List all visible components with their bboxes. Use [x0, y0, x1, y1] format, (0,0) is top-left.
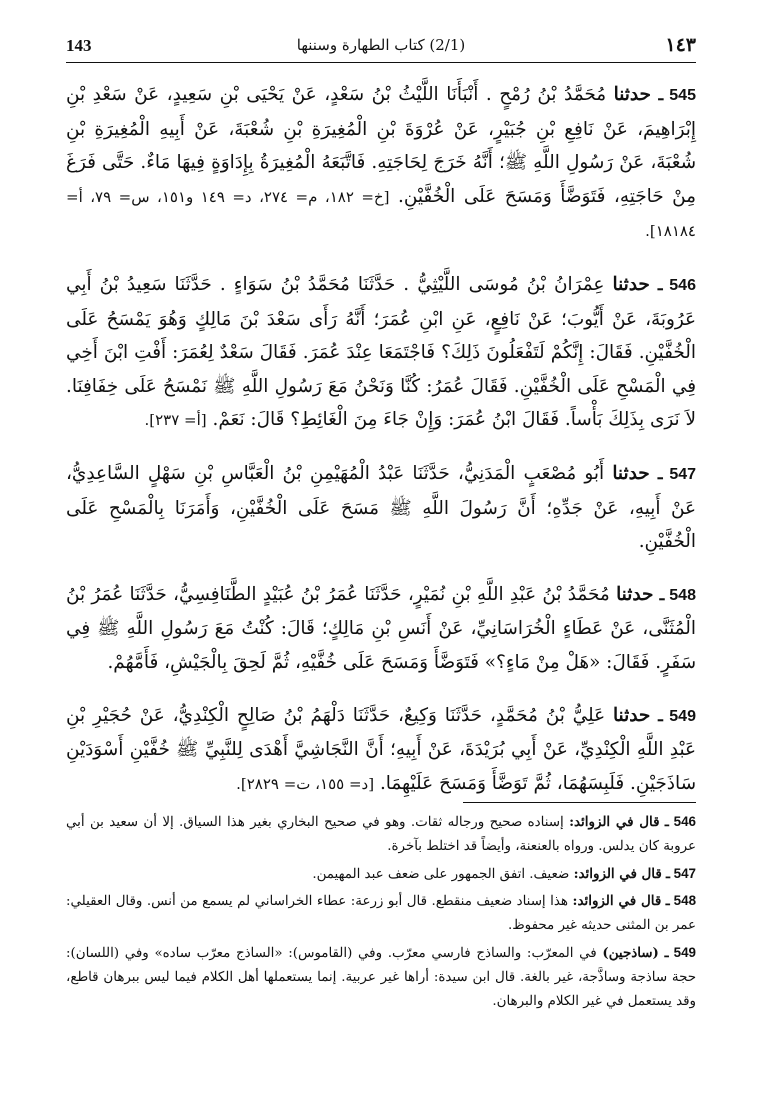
footnote-text: إسناده صحيح ورجاله ثقات. وهو في صحيح البخاري بغير هذا السياق. إلا أن سعيد بن أبي عروبة كان يدلس. ورواه بالعنعنة، وأيضاً قد اختلط بآخرة. [66, 815, 696, 854]
footnote-label: قال في الزوائد: [573, 865, 662, 882]
footnote-label: (ساذجين) [602, 944, 659, 961]
footnote-text: هذا إسناد ضعيف منقطع. قال أبو زرعة: عطاء الخراساني لم يسمع من أنس. وقال العقيلي: عمر بن المثنى حديثه غير محفوظ. [66, 894, 696, 934]
footnote-number: 548 ـ [665, 893, 697, 909]
hadith-lead: حدثنا [612, 462, 650, 484]
footnote-546 [66, 810, 696, 859]
hadith-number: 546 ـ [657, 276, 696, 294]
hadith-reference: [د= ١٥٥، ت= ٢٨٢٩]. [236, 774, 375, 793]
hadith-text: مُحَمَّدُ بْنُ رُمْحٍ . أَنْبَأَنَا اللَّيْثُ بْنُ سَعْدٍ، عَنْ يَحْيَى بْنِ سَعِيدٍ، عَنْ سَعْدِ بْنِ إِبْرَاهِيمَ، عَنْ نَافِعِ بْنِ جُبَيْرٍ، عَنْ عُرْوَةَ بْنِ الْمُغِيرَةِ بْنِ شُعْبَةَ، عَنْ أَبِيهِ الْمُغِيرَةِ بْنِ شُعْبَةَ، عَنْ رَسُولِ اللَّهِ ﷺ؛ أَنَّهُ خَرَجَ لِحَاجَتِهِ. فَاتَّبَعَهُ الْمُغِيرَةُ بِإِدَاوَةٍ فِيهَا مَاءٌ. حَتَّى فَرَغَ مِنْ حَاجَتِهِ، فَتَوَضَّأَ وَمَسَحَ عَلَى الْخُفَّيْنِ. [66, 84, 696, 207]
hadith-549 [66, 699, 696, 802]
footnote-text: ضعيف. اتفق الجمهور على ضعف عبد المهيمن. [312, 866, 570, 882]
hadith-text: عَلِيُّ بْنُ مُحَمَّدٍ، حَدَّثَنَا وَكِيعٌ، حَدَّثَنَا دَلْهَمُ بْنُ صَالِحٍ الْكِنْدِيُّ، عَنْ حُجَيْرِ بْنِ عَبْدِ اللَّهِ الْكِنْدِيِّ، عَنْ أَبِي بُرَيْدَةَ، عَنْ أَبِيهِ؛ أَنَّ النَّجَاشِيَّ أَهْدَى لِلنَّبِيِّ ﷺ خُفَّيْنِ أَسْوَدَيْنِ سَاذَجَيْنِ. فَلَبِسَهُمَا، ثُمَّ تَوَضَّأَ وَمَسَحَ عَلَيْهِمَا. [66, 704, 696, 794]
footnote-547 [66, 862, 696, 887]
hadith-text: أَبُو مُصْعَبٍ الْمَدَنِيُّ، حَدَّثَنَا عَبْدُ الْمُهَيْمِنِ بْنُ الْعَبَّاسِ بْنِ سَهْلٍ السَّاعِدِيُّ، عَنْ أَبِيهِ، عَنْ جَدِّهِ؛ أَنَّ رَسُولَ اللَّهِ ﷺ مَسَحَ عَلَى الْخُفَّيْنِ، وَأَمَرَنَا بِالْمَسْحِ عَلَى الْخُفَّيْنِ. [66, 462, 696, 553]
footnote-548 [66, 889, 696, 938]
hadith-548 [66, 578, 696, 680]
footnote-549 [66, 941, 696, 1013]
page-header [66, 28, 696, 63]
hadith-number: 547 ـ [657, 465, 697, 483]
hadith-547 [66, 457, 696, 559]
hadith-lead: حدثنا [613, 84, 651, 105]
hadith-reference: [أ= ٢٣٧]. [144, 411, 207, 430]
footnote-divider [463, 802, 696, 803]
hadith-546 [66, 268, 696, 438]
page-number-latin: 143 [66, 36, 92, 55]
hadith-number: 545 ـ [658, 87, 696, 104]
hadith-text: مُحَمَّدُ بْنُ عَبْدِ اللَّهِ بْنِ نُمَيْرٍ، حَدَّثَنَا عُمَرُ بْنُ عُبَيْدٍ الطَّنَافِسِيُّ، حَدَّثَنَا عُمَرُ بْنُ الْمُثَنَّى، عَنْ عَطَاءٍ الْخُرَاسَانِيِّ، عَنْ أَنَسِ بْنِ مَالِكٍ؛ قَالَ: كُنْتُ مَعَ رَسُولِ اللَّهِ ﷺ فِي سَفَرٍ. فَقَالَ: «هَلْ مِنْ مَاءٍ؟» فَتَوَضَّأَ وَمَسَحَ عَلَى خُفَّيْهِ، ثُمَّ لَحِقَ بِالْجَيْشِ، فَأَمَّهُمْ. [66, 583, 696, 673]
running-title: (2/1) كتاب الطهارة وسننها [296, 36, 466, 54]
footnote-label: قال في الزوائد: [569, 814, 660, 830]
hadith-lead: حدثنا [612, 704, 651, 726]
hadith-lead: حدثنا [612, 273, 650, 295]
footnote-text: في المعرّب: والساذج فارسي معرّب. وفي (القاموس): «الساذج معرّب ساده» وفي (اللسان): حجة ساذجة وساذَّجة، غير بالغة. قال ابن سيدة: أراها غير عربية. إنما يستعملها أهل الكلام فيما ليس ببرهان قاطع، وقد يستعمل في غير الكلام والبرهان. [66, 945, 696, 1009]
footnote-number: 546 ـ [664, 814, 696, 829]
hadith-lead: حدثنا [616, 583, 654, 605]
footnote-number: 547 ـ [666, 865, 696, 881]
footnote-number: 549 ـ [664, 944, 696, 960]
footnote-label: قال في الزوائد: [572, 893, 662, 910]
hadith-list [66, 78, 696, 820]
hadith-number: 548 ـ [659, 586, 696, 604]
hadith-545 [66, 78, 696, 249]
hadith-reference: [خ= ١٨٢، م= ٢٧٤، د= ١٤٩ و١٥١، س= ٧٩، أ= ١٨١٨٤]. [66, 187, 696, 241]
page-number-arabic: ١٤٣ [665, 34, 696, 56]
footnotes [66, 810, 696, 1016]
hadith-text: عِمْرَانُ بْنُ مُوسَى اللَّيْثِيُّ . حَدَّثَنَا مُحَمَّدُ بْنُ سَوَاءٍ . حَدَّثَنَا سَعِيدُ بْنُ أَبِي عَرُوبَةَ، عَنْ أَيُّوبَ؛ عَنْ نَافِعٍ، عَنِ ابْنِ عُمَرَ؛ أَنَّهُ رَأَى سَعْدَ بْنَ مَالِكٍ وَهُوَ يَمْسَحُ عَلَى الْخُفَّيْنِ. فَقَالَ: إِنَّكُمْ لَتَفْعَلُونَ ذَلِكَ؟ فَاجْتَمَعَا عِنْدَ عُمَرَ. فَقَالَ سَعْدٌ لِعُمَرَ: أَفْتِ ابْنَ أَخِي فِي الْمَسْحِ عَلَى الْخُفَّيْنِ. فَقَالَ عُمَرُ: كُنَّا وَنَحْنُ مَعَ رَسُولِ اللَّهِ ﷺ نَمْسَحُ عَلَى خِفَافِنَا. لاَ نَرَى بِذَلِكَ بَأْساً. فَقَالَ ابْنُ عُمَرَ: وَإِنْ جَاءَ مِنَ الْغَائِطِ؟ قَالَ: نَعَمْ. [66, 273, 696, 431]
hadith-number: 549 ـ [658, 707, 696, 725]
